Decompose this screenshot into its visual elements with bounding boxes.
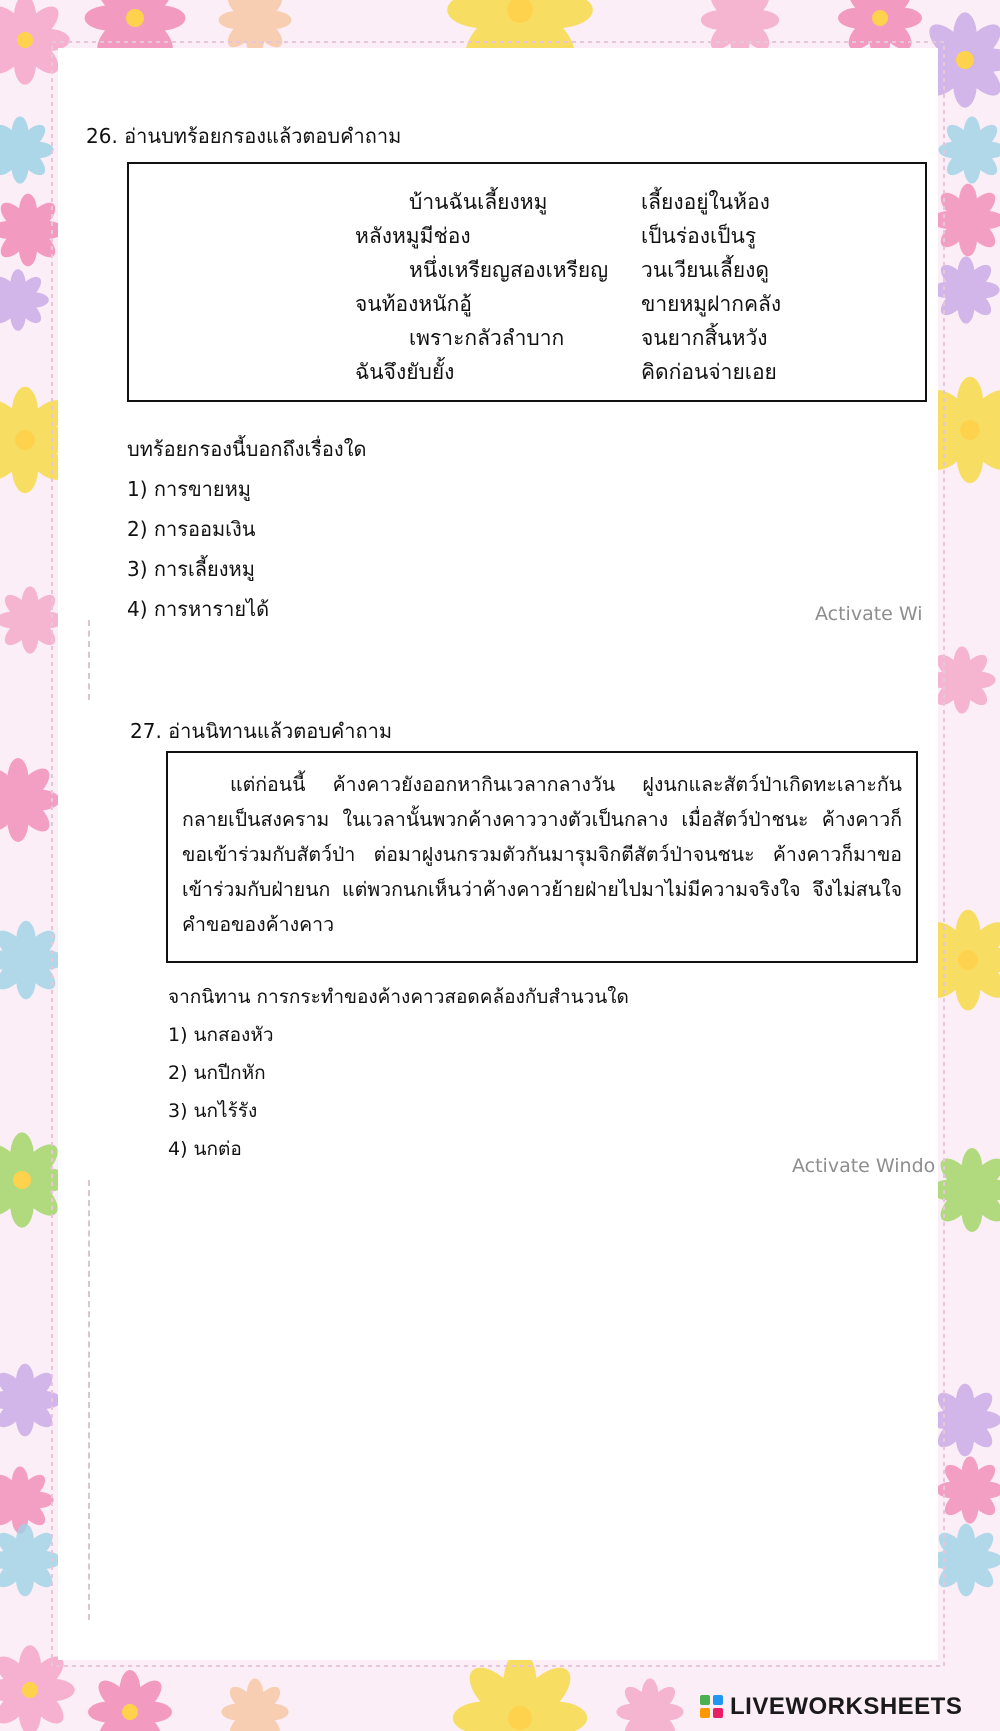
divider-dashed — [88, 620, 90, 700]
poem-line: วนเวียนเลี้ยงดู — [641, 258, 770, 282]
activate-windows-watermark: Activate Windo — [792, 1155, 936, 1177]
poem-line: ขายหมูฝากคลัง — [641, 292, 782, 316]
poem-line: เลี้ยงอยู่ในห้อง — [641, 190, 770, 214]
q27-story-box — [166, 751, 918, 963]
q27-question: จากนิทาน การกระทำของค้างคาวสอดคล้องกับสำนวนใด — [168, 986, 629, 1008]
poem-line: เป็นร่องเป็นรู — [641, 224, 757, 248]
poem-line: จนยากสิ้นหวัง — [641, 326, 768, 350]
q27-choice-2[interactable]: 2) นกปีกหัก — [168, 1062, 266, 1084]
poem-line: หลังหมูมีช่อง — [355, 224, 471, 248]
q26-choice-4[interactable]: 4) การหารายได้ — [127, 597, 270, 621]
q26-question: บทร้อยกรองนี้บอกถึงเรื่องใด — [127, 437, 367, 461]
poem-line: หนึ่งเหรียญสองเหรียญ — [409, 258, 609, 282]
liveworksheets-brand — [700, 1692, 962, 1722]
poem-line: คิดก่อนจ่ายเอย — [641, 360, 777, 384]
q27-story-text: แต่ก่อนนี้ ค้างคาวยังออกหากินเวลากลางวัน ฝูงนกและสัตว์ป่าเกิดทะเลาะกันกลายเป็นสงคราม ในเวลานั้นพวกค้างคาววางตัวเป็นกลาง เมื่อสัตว์ป่าชนะ ค้างคาวก็ขอเข้าร่วมกับสัตว์ป่า ต่อมาฝูงนกรวมตัวกันมารุมจิกตีสัตว์ป่าจนชนะ ค้างคาวก็มาขอเข้าร่วมกับฝ่ายนก แต่พวกนกเห็นว่าค้างคาวย้ายฝ่ายไปมาไม่มีความจริงใจ จึงไม่สนใจคำขอของค้างคาว — [182, 773, 902, 936]
liveworksheets-logo-icon — [700, 1695, 724, 1719]
q26-poem-box — [127, 162, 927, 402]
q27-title: 27. อ่านนิทานแล้วตอบคำถาม — [130, 719, 393, 743]
poem-line: บ้านฉันเลี้ยงหมู — [409, 190, 548, 214]
activate-windows-watermark: Activate Wi — [815, 603, 923, 625]
liveworksheets-text: LIVEWORKSHEETS — [730, 1693, 963, 1720]
q26-choice-2[interactable]: 2) การออมเงิน — [127, 517, 256, 541]
q26-choice-1[interactable]: 1) การขายหมู — [127, 477, 251, 501]
poem-line: ฉันจึงยับยั้ง — [355, 360, 455, 384]
poem-line: จนท้องหนักอู้ — [355, 292, 472, 316]
q26-title: 26. อ่านบทร้อยกรองแล้วตอบคำถาม — [86, 124, 402, 148]
q27-choice-1[interactable]: 1) นกสองหัว — [168, 1024, 274, 1046]
poem-line: เพราะกลัวลำบาก — [409, 326, 565, 350]
divider-dashed — [88, 1180, 90, 1620]
q26-choice-3[interactable]: 3) การเลี้ยงหมู — [127, 557, 255, 581]
q27-choice-3[interactable]: 3) นกไร้รัง — [168, 1100, 258, 1122]
q27-choice-4[interactable]: 4) นกต่อ — [168, 1138, 242, 1160]
